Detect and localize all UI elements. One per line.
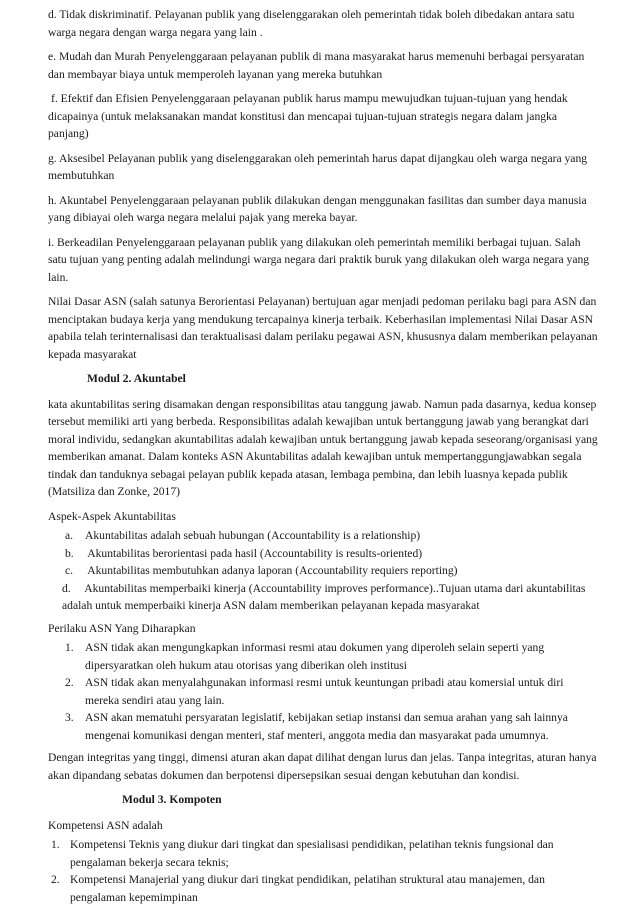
paragraph-integritas: Dengan integritas yang tinggi, dimensi aturan akan dapat dilihat dengan lurus dan jelas. Tanpa integritas, aturan hanya akan dipandang sebatas dokumen dan berpotensi dipersepsikan sesuai dengan kebutuhan dan kondisi.: [48, 751, 597, 782]
paragraph-d: d. Tidak diskriminatif. Pelayanan publik yang diselenggarakan oleh pemerintah tidak boleh dibedakan antara satu warga negara dengan warga negara yang lain .: [48, 8, 575, 39]
list-item-text: ASN tidak akan menyalahgunakan informasi resmi untuk keuntungan pribadi atau komersial untuk diri mereka sendiri atau yang lain.: [85, 676, 564, 707]
kompetensi-list: [48, 836, 598, 906]
list-item: [48, 674, 598, 709]
paragraph-e: e. Mudah dan Murah Penyelenggaraan pelayanan publik di mana masyarakat harus memenuhi berbagai persyaratan dan membayar biaya untuk memperoleh layanan yang mereka butuhkan: [48, 50, 585, 81]
list-marker: 2.: [51, 873, 60, 886]
list-item: [48, 580, 598, 615]
perilaku-list: [48, 639, 598, 744]
paragraph-h: h. Akuntabel Penyelenggaraan pelayanan publik dilakukan dengan menggunakan fasilitas dan sumber daya manusia yang dibiayai oleh warga negara melalui pajak yang mereka bayar.: [48, 193, 587, 224]
list-item-text: Akuntabilitas berorientasi pada hasil (Accountability is results-oriented): [85, 546, 423, 560]
kompetensi-title: Kompetensi ASN adalah: [48, 818, 163, 832]
list-item-text: Akuntabilitas membutuhkan adanya laporan (Accountability requiers reporting): [85, 564, 458, 577]
paragraph-g: g. Aksesibel Pelayanan publik yang diselenggarakan oleh pemerintah harus dapat dijangkau oleh warga negara yang membutuhkan: [48, 151, 588, 182]
modul3-heading: Modul 3. Kompoten: [122, 793, 222, 806]
list-marker: c.: [65, 564, 74, 577]
aspek-title: Aspek-Aspek Akuntabilitas: [48, 509, 176, 523]
perilaku-title: Perilaku ASN Yang Diharapkan: [48, 621, 196, 635]
paragraph-f: f. Efektif dan Efisien Penyelenggaraan pelayanan publik harus mampu mewujudkan tujuan-tujuan yang hendak dicapainya (untuk melaksanakan mandat konstitusi dan mencapai tujuan-tujuan strategis negara dalam jangka panjang): [48, 92, 568, 140]
list-item: [48, 709, 598, 744]
list-item-text: Akuntabilitas memperbaiki kinerja (Accountability improves performance)..Tujuan utama dari akuntabilitas adalah untuk memperbaiki kinerja ASN dalam memberikan pelayanan kepada masyarakat: [62, 581, 586, 612]
list-item: [48, 562, 598, 580]
list-item: [48, 871, 598, 906]
list-marker: 2.: [65, 676, 74, 689]
list-marker: b.: [65, 546, 74, 560]
aspek-list: [48, 527, 598, 615]
list-marker: 1.: [65, 641, 74, 654]
list-item-text: ASN tidak akan mengungkapkan informasi resmi atau dokumen yang diperoleh selain seperti yang dipersyaratkan oleh hukum atau otorisas yang diberikan oleh institusi: [85, 641, 545, 672]
list-item-text: Kompetensi Manajerial yang diukur dari tingkat pendidikan, pelatihan struktural atau manajemen, dan pengalaman kepemimpinan: [70, 873, 545, 904]
list-item: [48, 545, 598, 563]
list-item: [48, 836, 598, 871]
list-item-text: Akuntabilitas adalah sebuah hubungan (Accountability is a relationship): [85, 529, 421, 542]
list-marker: d.: [62, 581, 71, 595]
list-marker: a.: [65, 529, 74, 542]
modul2-heading: Modul 2. Akuntabel: [87, 372, 186, 385]
modul2-intro: kata akuntabilitas sering disamakan dengan responsibilitas atau tanggung jawab. Namun pada dasarnya, kedua konsep tersebut memiliki arti yang berbeda. Responsibilitas adalah kewajiban untuk bertanggung jawab yang berangkat dari moral individu, sedangkan akuntabilitas adalah kewajiban untuk bertanggung jawab kepada seseorang/organisasi yang memberikan amanat. Dalam konteks ASN Akuntabilitas adalah kewajiban untuk mempertanggungjawabkan segala tindak dan tanduknya sebagai pelayan publik kepada atasan, lembaga pembina, dan lebih luasnya kepada publik (Matsiliza dan Zonke, 2017): [48, 397, 598, 498]
list-item-text: Kompetensi Teknis yang diukur dari tingkat dan spesialisasi pendidikan, pelatihan teknis fungsional dan pengalaman bekerja secara teknis;: [70, 838, 554, 869]
list-item: [48, 527, 598, 545]
list-marker: 1.: [51, 838, 60, 851]
paragraph-i: i. Berkeadilan Penyelenggaraan pelayanan publik yang dilakukan oleh pemerintah memiliki berbagai tujuan. Salah satu tujuan yang penting adalah melindungi warga negara dari praktik buruk yang dilakukan oleh warga negara yang lain.: [48, 235, 590, 284]
paragraph-nilai-dasar: Nilai Dasar ASN (salah satunya Berorientasi Pelayanan) bertujuan agar menjadi pedoman perilaku bagi para ASN dan menciptakan budaya kerja yang mendukung tercapainya kinerja terbaik. Keberhasilan implementasi Nilai Dasar ASN apabila telah terinternalisasi dan teraktualisasi dalam perilaku pegawai ASN, khususnya dalam memberikan pelayanan kepada masyarakat: [48, 295, 598, 361]
list-item: [48, 639, 598, 674]
list-item-text: ASN akan mematuhi persyaratan legislatif, kebijakan setiap instansi dan semua arahan yang sah lainnya mengenai komunikasi dengan menteri, staf menteri, anggota media dan masyarakat pada umumnya.: [85, 711, 568, 742]
list-marker: 3.: [65, 711, 74, 724]
